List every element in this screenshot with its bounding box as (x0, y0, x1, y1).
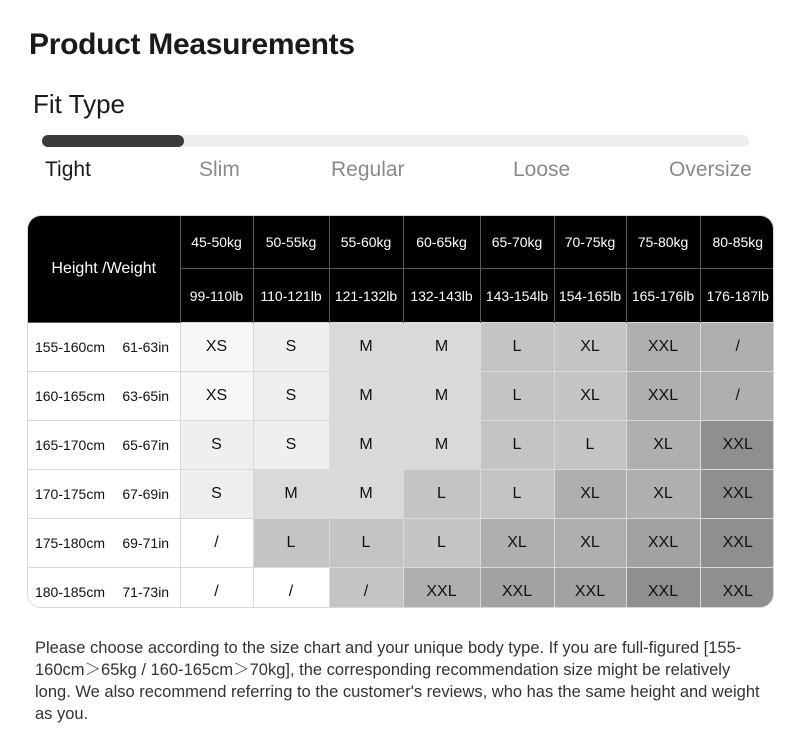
size-cell: / (180, 568, 253, 609)
size-chart (27, 215, 774, 608)
size-cell: S (180, 470, 253, 519)
weight-lb-header: 143-154lb (480, 269, 554, 323)
weight-lb-header: 154-165lb (554, 269, 626, 323)
height-in-cell: 61-63in (112, 323, 180, 372)
size-cell: M (403, 421, 480, 470)
size-cell: XXL (700, 421, 774, 470)
size-cell: M (253, 470, 329, 519)
size-cell: XL (626, 421, 700, 470)
size-cell: XXL (700, 470, 774, 519)
height-in-cell: 71-73in (112, 568, 180, 609)
height-cm-cell: 180-185cm (28, 568, 112, 609)
size-cell: XXL (480, 568, 554, 609)
size-cell: L (329, 519, 403, 568)
size-cell: M (329, 323, 403, 372)
size-cell: L (480, 470, 554, 519)
size-cell: / (329, 568, 403, 609)
weight-kg-header: 60-65kg (403, 216, 480, 269)
size-row (28, 421, 774, 470)
size-cell: S (253, 372, 329, 421)
size-cell: L (403, 470, 480, 519)
size-cell: S (180, 421, 253, 470)
weight-kg-header: 75-80kg (626, 216, 700, 269)
height-cm-cell: 170-175cm (28, 470, 112, 519)
size-cell: XXL (554, 568, 626, 609)
fit-type-regular: Regular (331, 158, 405, 181)
size-cell: XL (554, 323, 626, 372)
fit-type-heading: Fit Type (33, 89, 126, 119)
weight-lb-header: 110-121lb (253, 269, 329, 323)
size-chart-table (28, 216, 774, 608)
size-cell: M (403, 372, 480, 421)
size-cell: XXL (626, 519, 700, 568)
size-cell: XS (180, 323, 253, 372)
size-cell: L (253, 519, 329, 568)
size-cell: / (700, 323, 774, 372)
height-in-cell: 65-67in (112, 421, 180, 470)
size-cell: L (480, 323, 554, 372)
size-cell: M (329, 372, 403, 421)
size-cell: L (480, 372, 554, 421)
size-cell: XXL (700, 519, 774, 568)
weight-kg-header: 45-50kg (180, 216, 253, 269)
size-cell: M (329, 470, 403, 519)
size-cell: XXL (626, 372, 700, 421)
size-advice-note: Please choose according to the size chart and your unique body type. If you are full-figured [155-160cm＞65kg / 160-165cm＞70kg], the corresponding recommendation size might be relatively long. We also recommend referring to the customer's reviews, who has the same height and weight as you. (35, 639, 760, 723)
fit-type-indicator (42, 135, 184, 147)
height-cm-cell: 175-180cm (28, 519, 112, 568)
height-cm-cell: 160-165cm (28, 372, 112, 421)
size-cell: XXL (626, 568, 700, 609)
size-cell: L (480, 421, 554, 470)
size-row (28, 519, 774, 568)
height-cm-cell: 155-160cm (28, 323, 112, 372)
weight-lb-header: 99-110lb (180, 269, 253, 323)
size-cell: S (253, 421, 329, 470)
size-cell: L (554, 421, 626, 470)
weight-kg-header: 50-55kg (253, 216, 329, 269)
size-cell: XL (480, 519, 554, 568)
size-cell: L (403, 519, 480, 568)
fit-type-loose: Loose (513, 158, 571, 181)
height-in-cell: 67-69in (112, 470, 180, 519)
fit-type-oversize: Oversize (669, 158, 752, 181)
size-row (28, 470, 774, 519)
fit-type-slim: Slim (199, 158, 240, 181)
size-row (28, 323, 774, 372)
fit-type-slider (42, 135, 749, 147)
size-cell: / (700, 372, 774, 421)
size-row (28, 568, 774, 609)
fit-type-tight: Tight (45, 158, 91, 181)
size-cell: M (329, 421, 403, 470)
weight-kg-header: 70-75kg (554, 216, 626, 269)
weight-lb-header: 121-132lb (329, 269, 403, 323)
size-cell: M (403, 323, 480, 372)
height-in-cell: 63-65in (112, 372, 180, 421)
size-cell: XXL (403, 568, 480, 609)
size-cell: / (180, 519, 253, 568)
size-cell: XL (554, 470, 626, 519)
size-cell: XL (554, 372, 626, 421)
weight-kg-header: 80-85kg (700, 216, 774, 269)
weight-lb-header: 165-176lb (626, 269, 700, 323)
size-cell: XXL (626, 323, 700, 372)
weight-lb-header: 176-187lb (700, 269, 774, 323)
size-cell: S (253, 323, 329, 372)
height-in-cell: 69-71in (112, 519, 180, 568)
size-cell: XS (180, 372, 253, 421)
size-cell: / (253, 568, 329, 609)
weight-lb-header: 132-143lb (403, 269, 480, 323)
weight-kg-header: 65-70kg (480, 216, 554, 269)
weight-kg-header: 55-60kg (329, 216, 403, 269)
size-cell: XL (626, 470, 700, 519)
page-title: Product Measurements (29, 28, 355, 61)
height-cm-cell: 165-170cm (28, 421, 112, 470)
size-cell: XL (554, 519, 626, 568)
size-row (28, 372, 774, 421)
height-weight-header: Height /Weight (28, 216, 180, 323)
size-cell: XXL (700, 568, 774, 609)
